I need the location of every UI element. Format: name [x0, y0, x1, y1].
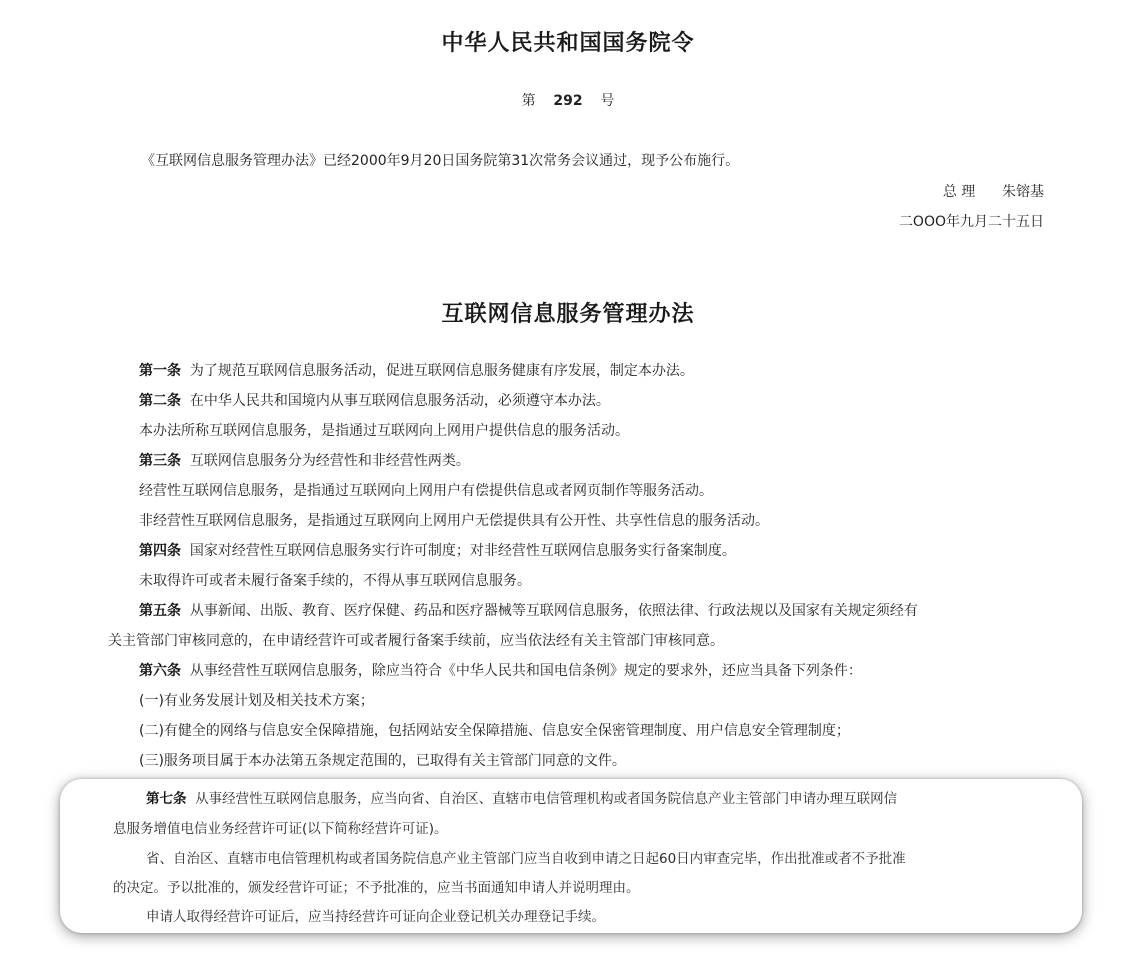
signer-title: 总 理 — [942, 184, 976, 200]
document-title: 互联网信息服务管理办法 — [441, 301, 695, 327]
article-paragraph: 本办法所称互联网信息服务，是指通过互联网向上网用户提供信息的服务活动。 — [139, 423, 629, 439]
promulgation-text: 《互联网信息服务管理办法》已经2000年9月20日国务院第31次常务会议通过，现予公布施行。 — [141, 153, 740, 169]
signature-date: 二OOO年九月二十五日 — [898, 214, 1044, 230]
article-label: 第六条 — [139, 663, 181, 679]
article-text: 从事经营性互联网信息服务，除应当符合《中华人民共和国电信条例》规定的要求外，还应当具备下列条件： — [189, 663, 862, 679]
article-6 — [139, 661, 862, 681]
order-number-prefix: 第 — [521, 93, 536, 109]
article-text: 国家对经营性互联网信息服务实行许可制度；对非经营性互联网信息服务实行备案制度。 — [189, 543, 736, 559]
article-text: 互联网信息服务分为经营性和非经营性两类。 — [189, 453, 470, 469]
article-label: 第三条 — [139, 453, 181, 469]
article-7 — [146, 789, 897, 809]
article-paragraph: 经营性互联网信息服务，是指通过互联网向上网用户有偿提供信息或者网页制作等服务活动。 — [139, 483, 713, 499]
article-5 — [139, 601, 918, 621]
order-number-suffix: 号 — [600, 93, 615, 109]
article-label: 第四条 — [139, 543, 181, 559]
article-3 — [139, 451, 470, 471]
signature — [943, 182, 1044, 202]
article-paragraph: 非经营性互联网信息服务，是指通过互联网向上网用户无偿提供具有公开性、共享性信息的服务活动。 — [139, 513, 769, 529]
article-label: 第一条 — [139, 363, 181, 379]
highlighted-callout — [60, 779, 1082, 933]
order-title: 中华人民共和国国务院令 — [441, 30, 695, 56]
article-1 — [139, 361, 694, 381]
article-4 — [139, 541, 736, 561]
article-paragraph: 申请人取得经营许可证后，应当持经营许可证向企业登记机关办理登记手续。 — [146, 909, 605, 925]
order-number — [0, 91, 1136, 111]
article-text-continuation: 息服务增值电信业务经营许可证(以下简称经营许可证)。 — [113, 821, 448, 837]
article-label: 第七条 — [146, 791, 187, 807]
article-text: 从事经营性互联网信息服务，应当向省、自治区、直辖市电信管理机构或者国务院信息产业主管部门申请办理互联网信 — [195, 791, 898, 807]
article-text: 在中华人民共和国境内从事互联网信息服务活动，必须遵守本办法。 — [189, 393, 610, 409]
article-text-continuation: 关主管部门审核同意的，在申请经营许可或者履行备案手续前，应当依法经有关主管部门审核同意。 — [108, 633, 724, 649]
signer-name: 朱镕基 — [1002, 184, 1044, 200]
article-text: 为了规范互联网信息服务活动，促进互联网信息服务健康有序发展，制定本办法。 — [189, 363, 694, 379]
order-number-value: 292 — [553, 93, 583, 109]
article-text: 从事新闻、出版、教育、医疗保健、药品和医疗器械等互联网信息服务，依照法律、行政法规以及国家有关规定须经有 — [189, 603, 918, 619]
article-paragraph: 省、自治区、直辖市电信管理机构或者国务院信息产业主管部门应当自收到申请之日起60日内审查完毕，作出批准或者不予批准 — [146, 851, 906, 867]
article-label: 第五条 — [139, 603, 181, 619]
article-2 — [139, 391, 610, 411]
article-paragraph: 未取得许可或者未履行备案手续的，不得从事互联网信息服务。 — [139, 573, 531, 589]
condition-item: (一)有业务发展计划及相关技术方案； — [139, 693, 374, 709]
condition-item: (三)服务项目属于本办法第五条规定范围的，已取得有关主管部门同意的文件。 — [139, 753, 626, 769]
article-text-continuation: 的决定。予以批准的，颁发经营许可证；不予批准的，应当书面通知申请人并说明理由。 — [113, 880, 640, 896]
condition-item: (二)有健全的网络与信息安全保障措施，包括网站安全保障措施、信息安全保密管理制度、用户信息安全管理制度； — [139, 723, 850, 739]
article-label: 第二条 — [139, 393, 181, 409]
